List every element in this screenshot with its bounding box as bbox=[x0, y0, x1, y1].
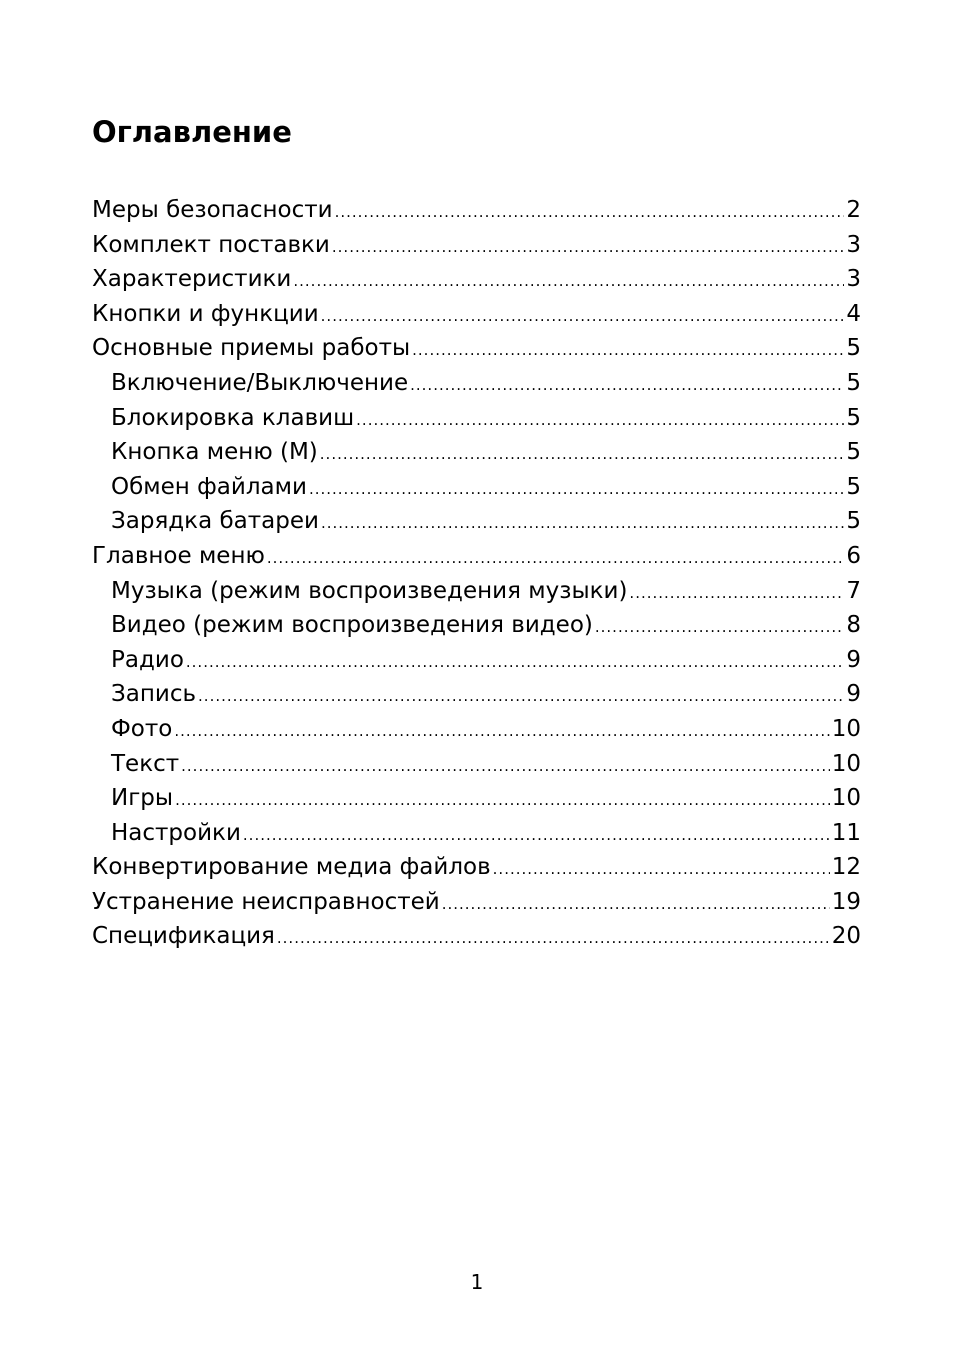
toc-entry-label: Кнопка меню (M) bbox=[111, 439, 318, 466]
dot-leader bbox=[277, 919, 830, 956]
toc-entry bbox=[92, 470, 861, 505]
toc-entry-label: Видео (режим воспроизведения видео) bbox=[111, 612, 593, 639]
toc-entry bbox=[92, 228, 861, 263]
dot-leader bbox=[335, 193, 845, 230]
toc-entry-label: Кнопки и функции bbox=[92, 300, 319, 327]
dot-leader bbox=[629, 574, 844, 611]
toc-entry bbox=[92, 435, 861, 470]
dot-leader bbox=[309, 470, 844, 507]
toc-entry bbox=[92, 643, 861, 678]
toc-entry-page: 5 bbox=[846, 439, 861, 466]
dot-leader bbox=[321, 504, 844, 541]
toc-entry-page: 5 bbox=[846, 508, 861, 535]
dot-leader bbox=[293, 262, 844, 299]
toc-entry-page: 11 bbox=[831, 819, 861, 846]
toc-entry-page: 9 bbox=[846, 681, 861, 708]
dot-leader bbox=[198, 677, 844, 714]
table-of-contents bbox=[92, 193, 861, 954]
toc-entry bbox=[92, 193, 861, 228]
toc-entry bbox=[92, 504, 861, 539]
toc-entry bbox=[92, 885, 861, 920]
toc-entry-label: Комплект поставки bbox=[92, 231, 330, 258]
toc-entry bbox=[92, 608, 861, 643]
dot-leader bbox=[442, 885, 830, 922]
dot-leader bbox=[243, 816, 830, 853]
toc-entry-label: Игры bbox=[111, 785, 174, 812]
toc-entry-page: 6 bbox=[846, 542, 861, 569]
toc-entry bbox=[92, 850, 861, 885]
toc-entry bbox=[92, 366, 861, 401]
toc-entry-label: Обмен файлами bbox=[111, 473, 307, 500]
toc-entry-page: 5 bbox=[846, 473, 861, 500]
toc-entry-label: Основные приемы работы bbox=[92, 335, 411, 362]
dot-leader bbox=[410, 366, 844, 403]
toc-entry bbox=[92, 781, 861, 816]
toc-entry-page: 12 bbox=[831, 854, 861, 881]
toc-entry bbox=[92, 919, 861, 954]
toc-entry-page: 19 bbox=[831, 888, 861, 915]
dot-leader bbox=[412, 331, 844, 368]
toc-entry-label: Конвертирование медиа файлов bbox=[92, 854, 491, 881]
toc-entry-label: Музыка (режим воспроизведения музыки) bbox=[111, 577, 628, 604]
toc-entry-page: 3 bbox=[846, 231, 861, 258]
toc-entry-page: 10 bbox=[831, 785, 861, 812]
toc-entry-page: 20 bbox=[831, 923, 861, 950]
toc-entry-page: 4 bbox=[846, 300, 861, 327]
toc-entry bbox=[92, 331, 861, 366]
toc-entry-page: 5 bbox=[846, 404, 861, 431]
dot-leader bbox=[267, 539, 845, 576]
toc-entry bbox=[92, 747, 861, 782]
toc-entry-page: 7 bbox=[846, 577, 861, 604]
toc-entry-label: Запись bbox=[111, 681, 197, 708]
toc-entry-label: Радио bbox=[111, 646, 184, 673]
toc-entry bbox=[92, 816, 861, 851]
dot-leader bbox=[321, 297, 845, 334]
toc-entry-page: 8 bbox=[846, 612, 861, 639]
toc-entry-label: Характеристики bbox=[92, 266, 292, 293]
toc-entry-label: Устранение неисправностей bbox=[92, 888, 440, 915]
toc-entry bbox=[92, 297, 861, 332]
toc-entry bbox=[92, 574, 861, 609]
toc-entry-label: Включение/Выключение bbox=[111, 369, 409, 396]
toc-entry bbox=[92, 712, 861, 747]
toc-entry-label: Меры безопасности bbox=[92, 197, 333, 223]
toc-entry-label: Фото bbox=[111, 715, 173, 742]
dot-leader bbox=[493, 850, 830, 887]
toc-entry bbox=[92, 262, 861, 297]
toc-entry-page: 10 bbox=[831, 715, 861, 742]
toc-entry bbox=[92, 539, 861, 574]
toc-entry bbox=[92, 677, 861, 712]
toc-entry-label: Спецификация bbox=[92, 923, 275, 950]
toc-entry-label: Настройки bbox=[111, 819, 241, 846]
dot-leader bbox=[595, 608, 844, 645]
page-number: 1 bbox=[470, 1270, 484, 1294]
toc-entry bbox=[92, 401, 861, 436]
toc-entry-page: 10 bbox=[831, 750, 861, 777]
dot-leader bbox=[175, 781, 830, 818]
dot-leader bbox=[174, 712, 829, 749]
toc-entry-page: 2 bbox=[846, 197, 861, 223]
dot-leader bbox=[186, 643, 844, 680]
dot-leader bbox=[181, 747, 830, 784]
toc-entry-label: Зарядка батареи bbox=[111, 508, 319, 535]
toc-entry-page: 5 bbox=[846, 335, 861, 362]
toc-entry-page: 9 bbox=[846, 646, 861, 673]
toc-entry-page: 5 bbox=[846, 369, 861, 396]
page-title: Оглавление bbox=[92, 115, 292, 149]
dot-leader bbox=[332, 228, 844, 265]
dot-leader bbox=[356, 401, 844, 438]
toc-entry-label: Главное меню bbox=[92, 542, 265, 569]
toc-entry-label: Текст bbox=[111, 750, 180, 777]
toc-entry-page: 3 bbox=[846, 266, 861, 293]
toc-entry-label: Блокировка клавиш bbox=[111, 404, 355, 431]
dot-leader bbox=[320, 435, 845, 472]
